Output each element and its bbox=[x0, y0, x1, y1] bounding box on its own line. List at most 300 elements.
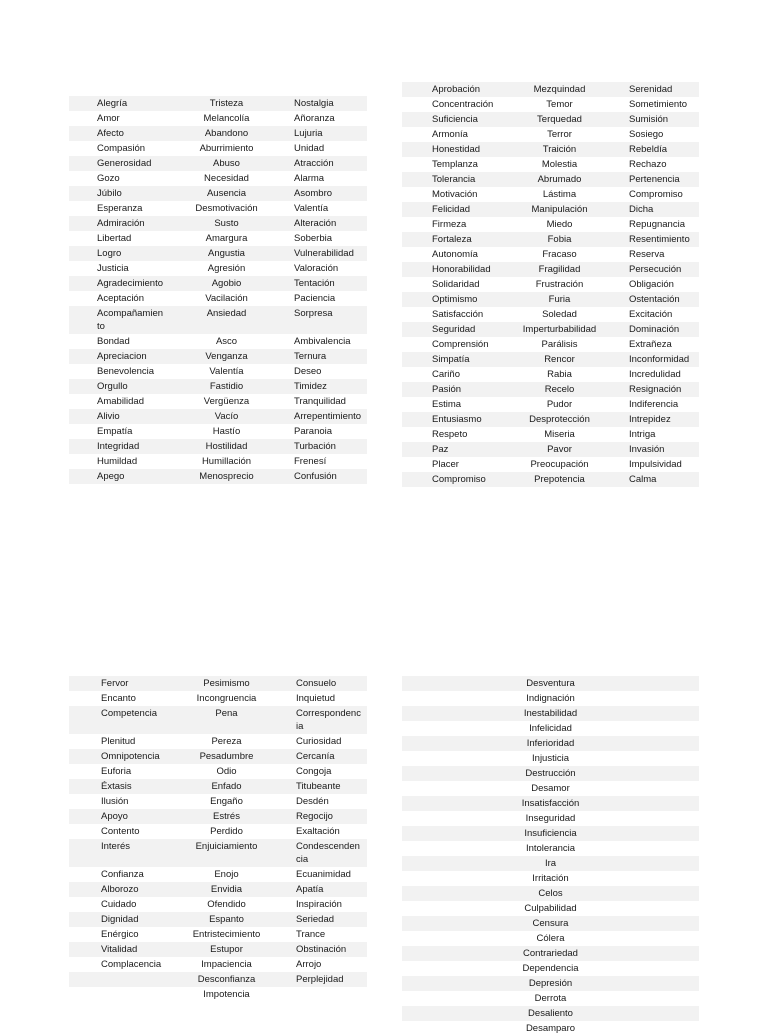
table-row bbox=[402, 217, 699, 232]
table-row bbox=[402, 991, 699, 1006]
table-cell bbox=[69, 972, 169, 987]
table-cell: Congoja bbox=[296, 766, 332, 777]
table-row bbox=[69, 334, 367, 349]
table-cell: Atracción bbox=[294, 158, 334, 169]
table-cell: Vulnerabilidad bbox=[294, 248, 354, 259]
table-row bbox=[69, 141, 367, 156]
table-row bbox=[69, 927, 367, 942]
table-row bbox=[402, 961, 699, 976]
table-cell: Extrañeza bbox=[629, 339, 672, 350]
table-row bbox=[402, 811, 699, 826]
table-cell: Inquietud bbox=[296, 693, 336, 704]
table-row bbox=[402, 736, 699, 751]
table-cell: Amargura bbox=[205, 233, 248, 244]
table-cell: Aceptación bbox=[97, 293, 145, 304]
table-cell: Deseo bbox=[294, 366, 322, 377]
table-cell: Depresión bbox=[528, 978, 573, 989]
table-row bbox=[402, 427, 699, 442]
table-row bbox=[69, 261, 367, 276]
table-cell: Aburrimiento bbox=[199, 143, 254, 154]
table-cell: Invasión bbox=[629, 444, 665, 455]
table-row bbox=[69, 424, 367, 439]
table-cell: Ternura bbox=[294, 351, 327, 362]
table-cell: Regocijo bbox=[296, 811, 333, 822]
table-cell: Apatía bbox=[296, 884, 324, 895]
table-cell: Tolerancia bbox=[432, 174, 476, 185]
table-cell: Pereza bbox=[211, 736, 242, 747]
table-row bbox=[69, 231, 367, 246]
table-cell: Esperanza bbox=[97, 203, 143, 214]
table-row bbox=[402, 1006, 699, 1021]
table-row bbox=[69, 676, 367, 691]
table-cell: Apreciacion bbox=[97, 351, 147, 362]
table-cell: Hastío bbox=[212, 426, 241, 437]
table-cell: Interés bbox=[101, 841, 131, 852]
table-cell: Soberbia bbox=[294, 233, 333, 244]
table-cell: Pena bbox=[215, 708, 238, 719]
table-cell: Envidia bbox=[210, 884, 243, 895]
table-cell: Inestabilidad bbox=[523, 708, 578, 719]
table-cell: Amor bbox=[97, 113, 120, 124]
table-cell: Ambivalencia bbox=[294, 336, 351, 347]
table-row bbox=[69, 942, 367, 957]
table-cell: Agradecimiento bbox=[97, 278, 164, 289]
table-row bbox=[402, 472, 699, 487]
table-cell: Resignación bbox=[629, 384, 682, 395]
table-row bbox=[69, 706, 367, 734]
table-cell: Simpatía bbox=[432, 354, 470, 365]
table-row bbox=[402, 976, 699, 991]
table-row bbox=[402, 367, 699, 382]
table-row bbox=[402, 112, 699, 127]
table-row bbox=[402, 676, 699, 691]
table-row bbox=[69, 824, 367, 839]
table-row bbox=[69, 394, 367, 409]
table-cell: Alivio bbox=[97, 411, 120, 422]
table-cell: Alteración bbox=[294, 218, 337, 229]
table-row bbox=[402, 382, 699, 397]
table-row bbox=[402, 916, 699, 931]
emotions-table-b bbox=[402, 82, 699, 487]
table-cell: Ecuanimidad bbox=[296, 869, 351, 880]
table-cell: Benevolencia bbox=[97, 366, 155, 377]
table-row bbox=[69, 957, 367, 972]
table-cell: Entristecimiento bbox=[192, 929, 261, 940]
table-cell: Autonomía bbox=[432, 249, 478, 260]
table-row bbox=[402, 796, 699, 811]
table-row bbox=[402, 397, 699, 412]
table-cell: Armonía bbox=[432, 129, 468, 140]
table-cell: Motivación bbox=[432, 189, 478, 200]
table-cell: Insatisfacción bbox=[521, 798, 580, 809]
table-cell: Solidaridad bbox=[432, 279, 480, 290]
table-cell: Miedo bbox=[546, 219, 573, 230]
table-cell: Sometimiento bbox=[629, 99, 688, 110]
table-row bbox=[402, 277, 699, 292]
table-cell: Inseguridad bbox=[525, 813, 576, 824]
table-cell: Destrucción bbox=[525, 768, 576, 779]
table-row bbox=[402, 946, 699, 961]
table-row bbox=[69, 882, 367, 897]
table-cell: Euforia bbox=[101, 766, 132, 777]
table-cell: Confianza bbox=[101, 869, 144, 880]
table-cell: Desdén bbox=[296, 796, 329, 807]
table-row bbox=[402, 157, 699, 172]
table-cell: Enjuiciamiento bbox=[195, 841, 258, 852]
table-cell: Pesadumbre bbox=[199, 751, 254, 762]
table-cell: Infelicidad bbox=[529, 723, 572, 734]
table-cell: Valentía bbox=[209, 366, 244, 377]
table-row bbox=[402, 751, 699, 766]
table-cell: Logro bbox=[97, 248, 122, 259]
table-row bbox=[402, 142, 699, 157]
table-row bbox=[69, 734, 367, 749]
table-row bbox=[69, 912, 367, 927]
table-row bbox=[69, 186, 367, 201]
table-cell: Unidad bbox=[294, 143, 325, 154]
table-cell: Dominación bbox=[629, 324, 680, 335]
table-row bbox=[69, 764, 367, 779]
table-cell: Correspondencia bbox=[296, 708, 361, 732]
table-cell: Añoranza bbox=[294, 113, 335, 124]
table-cell: Hostilidad bbox=[205, 441, 248, 452]
table-cell: Competencia bbox=[101, 708, 157, 719]
table-cell: Pavor bbox=[547, 444, 572, 455]
table-cell: Incredulidad bbox=[629, 369, 681, 380]
table-row bbox=[402, 322, 699, 337]
table-row bbox=[402, 262, 699, 277]
table-cell: Honestidad bbox=[432, 144, 481, 155]
table-cell: Lujuria bbox=[294, 128, 323, 139]
table-row bbox=[69, 246, 367, 261]
table-cell: Templanza bbox=[432, 159, 478, 170]
table-cell: Humildad bbox=[97, 456, 138, 467]
table-row bbox=[69, 839, 367, 867]
table-row bbox=[69, 454, 367, 469]
table-cell: Rebeldía bbox=[629, 144, 668, 155]
table-cell: Valentía bbox=[294, 203, 329, 214]
table-cell bbox=[69, 987, 169, 1002]
table-cell: Sumisión bbox=[629, 114, 669, 125]
table-cell: Melancolía bbox=[203, 113, 250, 124]
table-cell: Espanto bbox=[209, 914, 244, 925]
table-cell: Traición bbox=[542, 144, 577, 155]
table-cell: Abrumado bbox=[537, 174, 582, 185]
table-cell: Rabia bbox=[547, 369, 572, 380]
table-cell: Menosprecio bbox=[199, 471, 254, 482]
table-cell: Libertad bbox=[97, 233, 132, 244]
table-cell: Alborozo bbox=[101, 884, 139, 895]
table-cell: Contento bbox=[101, 826, 140, 837]
table-cell: Intriga bbox=[629, 429, 656, 440]
table-cell: Valoración bbox=[294, 263, 339, 274]
table-cell: Mezquindad bbox=[533, 84, 586, 95]
table-cell: Empatía bbox=[97, 426, 133, 437]
table-cell: Furia bbox=[548, 294, 571, 305]
table-cell: Estupor bbox=[210, 944, 243, 955]
table-cell: Complacencia bbox=[101, 959, 162, 970]
table-row bbox=[402, 412, 699, 427]
table-row bbox=[402, 442, 699, 457]
table-cell: Generosidad bbox=[97, 158, 152, 169]
table-cell: Exaltación bbox=[296, 826, 340, 837]
table-cell: Vergüenza bbox=[203, 396, 250, 407]
table-cell: Júbilo bbox=[97, 188, 122, 199]
table-row bbox=[402, 871, 699, 886]
table-row bbox=[69, 987, 367, 1002]
table-cell: Cuidado bbox=[101, 899, 137, 910]
table-cell: Acompañamiento bbox=[97, 308, 164, 332]
table-row bbox=[69, 379, 367, 394]
table-cell: Reserva bbox=[629, 249, 665, 260]
table-cell: Seriedad bbox=[296, 914, 335, 925]
table-cell: Calma bbox=[629, 474, 657, 485]
table-cell: Apego bbox=[97, 471, 125, 482]
table-cell: Justicia bbox=[97, 263, 129, 274]
table-row bbox=[402, 856, 699, 871]
table-cell: Fobia bbox=[547, 234, 572, 245]
table-row bbox=[402, 1021, 699, 1036]
table-cell: Necesidad bbox=[204, 173, 249, 184]
table-cell: Nostalgia bbox=[294, 98, 334, 109]
table-cell: Desprotección bbox=[529, 414, 590, 425]
table-cell: Compromiso bbox=[432, 474, 486, 485]
table-row bbox=[69, 171, 367, 186]
table-cell: Indignación bbox=[526, 693, 575, 704]
table-cell: Afecto bbox=[97, 128, 124, 139]
table-row bbox=[402, 931, 699, 946]
table-cell: Turbación bbox=[294, 441, 336, 452]
table-row bbox=[69, 216, 367, 231]
table-cell: Omnipotencia bbox=[101, 751, 160, 762]
table-cell: Tranquilidad bbox=[294, 396, 346, 407]
table-cell: Excitación bbox=[629, 309, 673, 320]
table-row bbox=[402, 307, 699, 322]
table-cell: Felicidad bbox=[432, 204, 471, 215]
table-cell: Desconfianza bbox=[197, 974, 256, 985]
table-cell: Venganza bbox=[205, 351, 248, 362]
table-cell: Orgullo bbox=[97, 381, 128, 392]
table-row bbox=[402, 766, 699, 781]
table-cell: Tentación bbox=[294, 278, 335, 289]
table-cell: Consuelo bbox=[296, 678, 337, 689]
table-cell: Impulsividad bbox=[629, 459, 682, 470]
table-row bbox=[402, 247, 699, 262]
table-row bbox=[69, 126, 367, 141]
table-cell: Engaño bbox=[210, 796, 243, 807]
table-cell: Alarma bbox=[294, 173, 325, 184]
table-cell: Obligación bbox=[629, 279, 674, 290]
table-cell: Culpabilidad bbox=[524, 903, 577, 914]
table-cell: Tristeza bbox=[209, 98, 244, 109]
table-cell: Bondad bbox=[97, 336, 130, 347]
table-cell: Cercanía bbox=[296, 751, 335, 762]
table-cell: Confusión bbox=[294, 471, 337, 482]
table-cell: Paz bbox=[432, 444, 449, 455]
table-cell: Alegría bbox=[97, 98, 128, 109]
table-cell: Fortaleza bbox=[432, 234, 472, 245]
table-row bbox=[69, 972, 367, 987]
table-row bbox=[402, 781, 699, 796]
table-cell: Ofendido bbox=[207, 899, 246, 910]
table-cell: Arrepentimiento bbox=[294, 411, 362, 422]
table-cell: Inferioridad bbox=[526, 738, 575, 749]
table-cell: Plenitud bbox=[101, 736, 136, 747]
table-cell: Prepotencia bbox=[534, 474, 585, 485]
table-cell: Impotencia bbox=[203, 989, 250, 1000]
table-cell: Humillación bbox=[201, 456, 252, 467]
table-cell: Honorabilidad bbox=[432, 264, 491, 275]
table-cell: Pudor bbox=[546, 399, 573, 410]
table-cell: Ostentación bbox=[629, 294, 680, 305]
table-row bbox=[69, 156, 367, 171]
table-cell: Firmeza bbox=[432, 219, 467, 230]
table-cell: Integridad bbox=[97, 441, 140, 452]
table-row bbox=[69, 111, 367, 126]
table-cell: Desaliento bbox=[528, 1008, 573, 1019]
table-cell: Imperturbabilidad bbox=[522, 324, 597, 335]
table-row bbox=[69, 897, 367, 912]
table-cell: Enojo bbox=[214, 869, 239, 880]
table-row bbox=[402, 886, 699, 901]
table-cell: Admiración bbox=[97, 218, 145, 229]
emotions-table-d bbox=[402, 676, 699, 1036]
table-cell: Encanto bbox=[101, 693, 136, 704]
table-cell: Parálisis bbox=[541, 339, 578, 350]
table-row bbox=[69, 291, 367, 306]
table-cell: Dignidad bbox=[101, 914, 139, 925]
table-cell: Paciencia bbox=[294, 293, 336, 304]
table-cell: Asco bbox=[215, 336, 238, 347]
table-row bbox=[402, 706, 699, 721]
table-cell: Ansiedad bbox=[206, 308, 247, 319]
table-row bbox=[402, 352, 699, 367]
table-cell: Preocupación bbox=[530, 459, 589, 470]
table-row bbox=[69, 276, 367, 291]
table-cell: Concentración bbox=[432, 99, 494, 110]
table-cell: Rechazo bbox=[629, 159, 667, 170]
table-row bbox=[402, 187, 699, 202]
table-cell: Frenesí bbox=[294, 456, 327, 467]
table-cell: Comprensión bbox=[432, 339, 489, 350]
table-cell: Incongruencia bbox=[196, 693, 257, 704]
table-cell: Intrepidez bbox=[629, 414, 671, 425]
table-cell: Vitalidad bbox=[101, 944, 138, 955]
table-cell: Pesimismo bbox=[203, 678, 250, 689]
table-cell: Curiosidad bbox=[296, 736, 342, 747]
table-cell: Rencor bbox=[544, 354, 575, 365]
table-cell: Seguridad bbox=[432, 324, 476, 335]
table-cell: Injusticia bbox=[532, 753, 569, 764]
table-cell: Terror bbox=[547, 129, 572, 140]
table-cell: Asombro bbox=[294, 188, 333, 199]
table-cell: Temor bbox=[546, 99, 573, 110]
table-cell: Enfado bbox=[211, 781, 242, 792]
table-row bbox=[69, 749, 367, 764]
table-cell: Abandono bbox=[204, 128, 249, 139]
table-cell: Dependencia bbox=[522, 963, 579, 974]
table-row bbox=[69, 349, 367, 364]
table-row bbox=[69, 867, 367, 882]
table-cell: Recelo bbox=[544, 384, 575, 395]
table-cell: Impaciencia bbox=[201, 959, 252, 970]
table-row bbox=[402, 97, 699, 112]
table-cell: Agobio bbox=[211, 278, 242, 289]
table-row bbox=[69, 409, 367, 424]
table-row bbox=[69, 364, 367, 379]
table-cell: Fervor bbox=[101, 678, 129, 689]
table-cell: Compasión bbox=[97, 143, 146, 154]
table-row bbox=[402, 337, 699, 352]
table-row bbox=[402, 901, 699, 916]
table-cell: Ausencia bbox=[206, 188, 247, 199]
table-cell: Vacilación bbox=[205, 293, 248, 304]
table-cell: Angustia bbox=[208, 248, 245, 259]
table-cell: Abuso bbox=[213, 158, 240, 169]
table-cell: Dicha bbox=[629, 204, 654, 215]
table-cell: Perplejidad bbox=[296, 974, 344, 985]
table-cell: Celos bbox=[538, 888, 563, 899]
table-row bbox=[69, 306, 367, 334]
emotions-table-a bbox=[69, 96, 367, 484]
table-cell: Miseria bbox=[544, 429, 575, 440]
table-cell: Obstinación bbox=[296, 944, 347, 955]
table-cell: Fracaso bbox=[542, 249, 577, 260]
table-cell: Compromiso bbox=[629, 189, 683, 200]
table-row bbox=[69, 779, 367, 794]
table-row bbox=[402, 457, 699, 472]
table-row bbox=[402, 826, 699, 841]
table-cell: Estima bbox=[432, 399, 462, 410]
table-cell: Suficiencia bbox=[432, 114, 478, 125]
table-cell: Optimismo bbox=[432, 294, 478, 305]
table-row bbox=[402, 721, 699, 736]
table-cell: Gozo bbox=[97, 173, 120, 184]
table-cell: Molestia bbox=[541, 159, 578, 170]
table-cell: Odio bbox=[216, 766, 237, 777]
table-cell: Insuficiencia bbox=[524, 828, 577, 839]
table-row bbox=[69, 809, 367, 824]
table-row bbox=[402, 841, 699, 856]
table-cell: Titubeante bbox=[296, 781, 341, 792]
table-cell: Manipulación bbox=[531, 204, 588, 215]
table-cell: Desmotivación bbox=[195, 203, 258, 214]
table-cell: Frustración bbox=[535, 279, 584, 290]
table-cell: Indiferencia bbox=[629, 399, 679, 410]
table-row bbox=[69, 469, 367, 484]
table-cell: Resentimiento bbox=[629, 234, 690, 245]
table-cell: Desamparo bbox=[525, 1023, 576, 1034]
table-row bbox=[69, 794, 367, 809]
table-cell: Satisfacción bbox=[432, 309, 484, 320]
table-cell: Pasión bbox=[432, 384, 462, 395]
table-row bbox=[69, 201, 367, 216]
table-cell: Inspiración bbox=[296, 899, 342, 910]
table-cell: Fastidio bbox=[209, 381, 244, 392]
table-cell: Respeto bbox=[432, 429, 468, 440]
table-cell: Cariño bbox=[432, 369, 460, 380]
table-cell: Derrota bbox=[534, 993, 567, 1004]
table-cell: Susto bbox=[214, 218, 239, 229]
table-row bbox=[402, 292, 699, 307]
table-cell: Lástima bbox=[542, 189, 577, 200]
table-cell: Entusiasmo bbox=[432, 414, 482, 425]
table-row bbox=[69, 691, 367, 706]
table-row bbox=[69, 439, 367, 454]
table-cell: Desventura bbox=[526, 678, 575, 689]
table-cell: Arrojo bbox=[296, 959, 322, 970]
table-cell: Vacío bbox=[214, 411, 239, 422]
